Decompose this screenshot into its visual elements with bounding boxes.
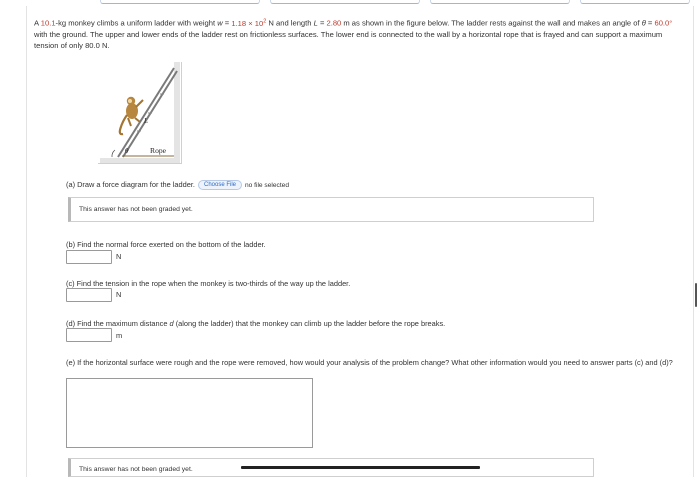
max-distance-input[interactable] xyxy=(66,328,112,342)
top-tab[interactable] xyxy=(100,0,260,4)
length-label: L xyxy=(144,117,148,125)
rope-label: Rope xyxy=(150,146,167,155)
choose-file-button[interactable]: Choose File xyxy=(198,180,242,190)
normal-force-input[interactable] xyxy=(66,250,112,264)
monkey-icon xyxy=(120,97,143,134)
part-a-grading-box xyxy=(68,197,594,222)
part-c-unit: N xyxy=(116,290,122,299)
angle-value: 60.0° xyxy=(654,18,673,28)
part-b-prompt: (b) Find the normal force exerted on the bottom of the ladder. xyxy=(66,240,266,249)
vertical-scrollbar[interactable] xyxy=(695,283,697,307)
part-d-prompt: (d) Find the maximum distance d (along the ladder) that the monkey can climb up the ladder before the rope breaks. xyxy=(66,319,446,328)
part-e-grading-status: This answer has not been graded yet. xyxy=(79,466,193,473)
tension-input[interactable] xyxy=(66,288,112,302)
top-tab[interactable] xyxy=(270,0,420,4)
part-a-grading-status: This answer has not been graded yet. xyxy=(79,206,193,213)
part-a-prompt: (a) Draw a force diagram for the ladder. xyxy=(66,180,195,189)
file-status: no file selected xyxy=(245,182,289,189)
angle-label: θ xyxy=(125,147,129,155)
horizontal-scrollbar[interactable] xyxy=(241,466,480,469)
problem-statement: A 10.1-kg monkey climbs a uniform ladder with weight $w = 1.18 \times 10^2$ N and length L = 2.80 m as shown in the figure below. The ladder rests against the wall and makes an angle of θ = 60.0° with the ground. The upper and lower ends of the ladder rest on frictionless surfaces. The lower end is connected to the wall by a horizontal rope that is frayed and can support a maximum tension of only 80.0 N. xyxy=(34,18,673,51)
part-d-unit: m xyxy=(116,331,123,340)
weight-value: $1.18 \times 10^2$ xyxy=(231,18,267,28)
part-e-prompt: (e) If the horizontal surface were rough and the rope were removed, how would your analysis of the problem change? What other information would you need to answer parts (c) and (d)? xyxy=(66,358,673,367)
ladder-monkey-illustration xyxy=(98,62,182,164)
part-c-prompt: (c) Find the tension in the rope when the monkey is two-thirds of the way up the ladder. xyxy=(66,279,351,288)
part-a-row xyxy=(66,180,289,190)
part-e-essay-textarea[interactable] xyxy=(66,378,313,448)
top-tab[interactable] xyxy=(430,0,570,4)
mass-value: 10.1 xyxy=(40,18,56,28)
length-value: 2.80 xyxy=(326,18,342,28)
top-tab[interactable] xyxy=(580,0,690,4)
part-b-unit: N xyxy=(116,252,122,261)
ladder-figure xyxy=(98,62,182,164)
